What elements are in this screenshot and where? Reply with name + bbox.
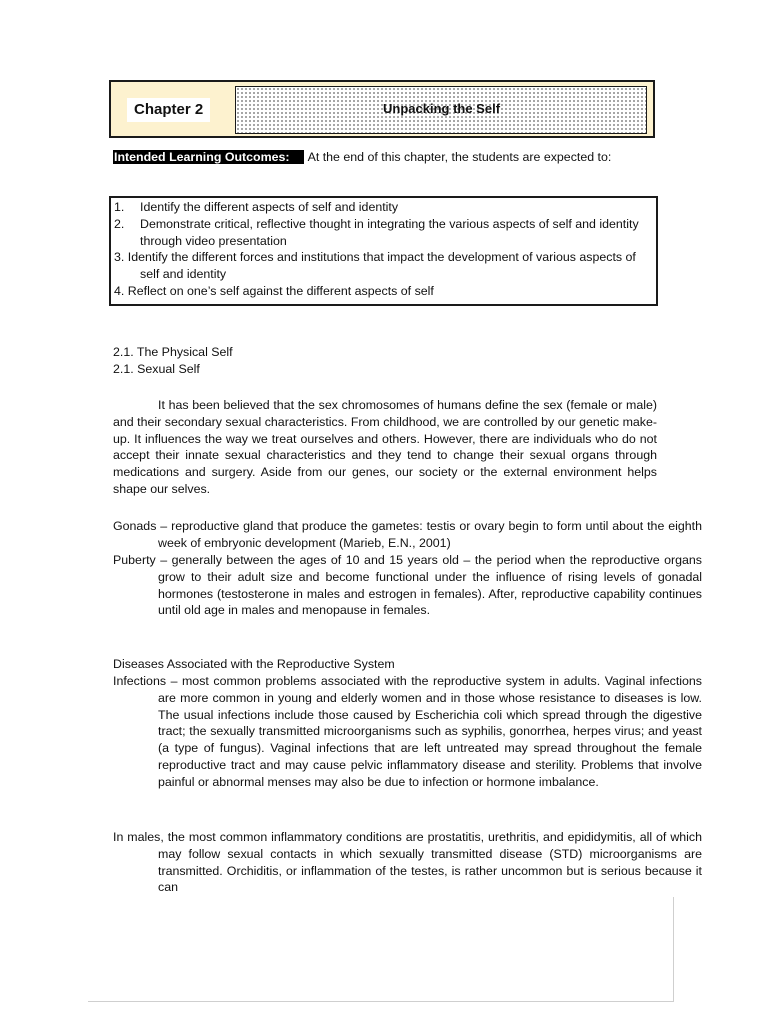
learning-outcomes-label: Intended Learning Outcomes: xyxy=(113,150,304,164)
page-edge-horizontal xyxy=(88,1001,673,1002)
chapter-title-panel xyxy=(235,86,647,134)
learning-outcomes-intro xyxy=(113,149,658,166)
diseases-males: In males, the most common inflammatory conditions are prostatitis, urethritis, and epididymitis, all of which may follow sexual contacts in which sexually transmitted disease (STD) microorganisms are transmitted. Orchiditis, or inflammation of the testes, is rather uncommon but is serious because it can xyxy=(113,830,702,895)
section-heading-sexual-self: 2.1. Sexual Self xyxy=(113,362,200,376)
outcome-item xyxy=(114,283,653,300)
learning-outcomes-text: At the end of this chapter, the students are expected to: xyxy=(307,150,612,164)
outcome-item xyxy=(114,216,653,250)
outcome-item xyxy=(114,199,653,216)
chapter-header xyxy=(109,80,655,138)
outcome-number: 4. xyxy=(114,283,125,298)
diseases-heading: Diseases Associated with the Reproductive System xyxy=(113,657,395,671)
intro-paragraph: It has been believed that the sex chromosomes of humans define the sex (female or male) and their secondary sexual characteristics. From childhood, we are controlled by our genetic make-up. It influences the way we treat ourselves and others. However, there are individuals who do not accept their innate sexual characteristics and they tend to change their sexual organs through medications and surgery. Aside from our genes, our society or the external environment helps shape our selves. xyxy=(113,398,657,496)
diseases-infections: Infections – most common problems associated with the reproductive system in adults. Vaginal infections are more common in young and elderly women and in those whose resistance to diseases is low. The usual infections include those caused by Escherichia coli which spread through the digestive tract; the sexually transmitted microorganisms such as syphilis, gonorrhea, herpes virus; and yeast (a type of fungus). Vaginal infections that are left untreated may spread throughout the female reproductive tract and may cause pelvic inflammatory disease and sterility. Problems that involve painful or abnormal menses may also be due to infection or hormone imbalance. xyxy=(113,674,702,789)
outcome-number: 1. xyxy=(114,200,125,214)
outcomes-list xyxy=(109,196,658,306)
outcome-number: 2. xyxy=(114,216,125,231)
chapter-title: Unpacking the Self xyxy=(383,101,501,116)
definition-gonads: Gonads – reproductive gland that produce the gametes: testis or ovary begin to form until about the eighth week of embryonic development (Marieb, E.N., 2001) xyxy=(113,519,702,550)
page-edge-vertical xyxy=(673,897,674,1002)
outcome-item xyxy=(114,249,653,283)
outcome-text: Demonstrate critical, reflective thought in integrating the various aspects of self and identity through video presentation xyxy=(140,216,639,248)
outcome-text: Identify the different forces and institutions that impact the development of various aspects of self and identity xyxy=(127,250,636,282)
outcome-number: 3. xyxy=(114,250,125,265)
section-heading-physical-self: 2.1. The Physical Self xyxy=(113,345,233,359)
definition-puberty: Puberty – generally between the ages of 10 and 15 years old – the period when the reproductive organs grow to their adult size and become functional under the influence of rising levels of gonadal hormones (testosterone in males and estrogen in females). After, reproductive capability continues until old age in males and menopause in females. xyxy=(113,553,702,618)
outcome-text: Identify the different aspects of self and identity xyxy=(140,200,399,214)
outcome-text: Reflect on one’s self against the different aspects of self xyxy=(127,283,434,298)
chapter-label: Chapter 2 xyxy=(127,98,210,122)
